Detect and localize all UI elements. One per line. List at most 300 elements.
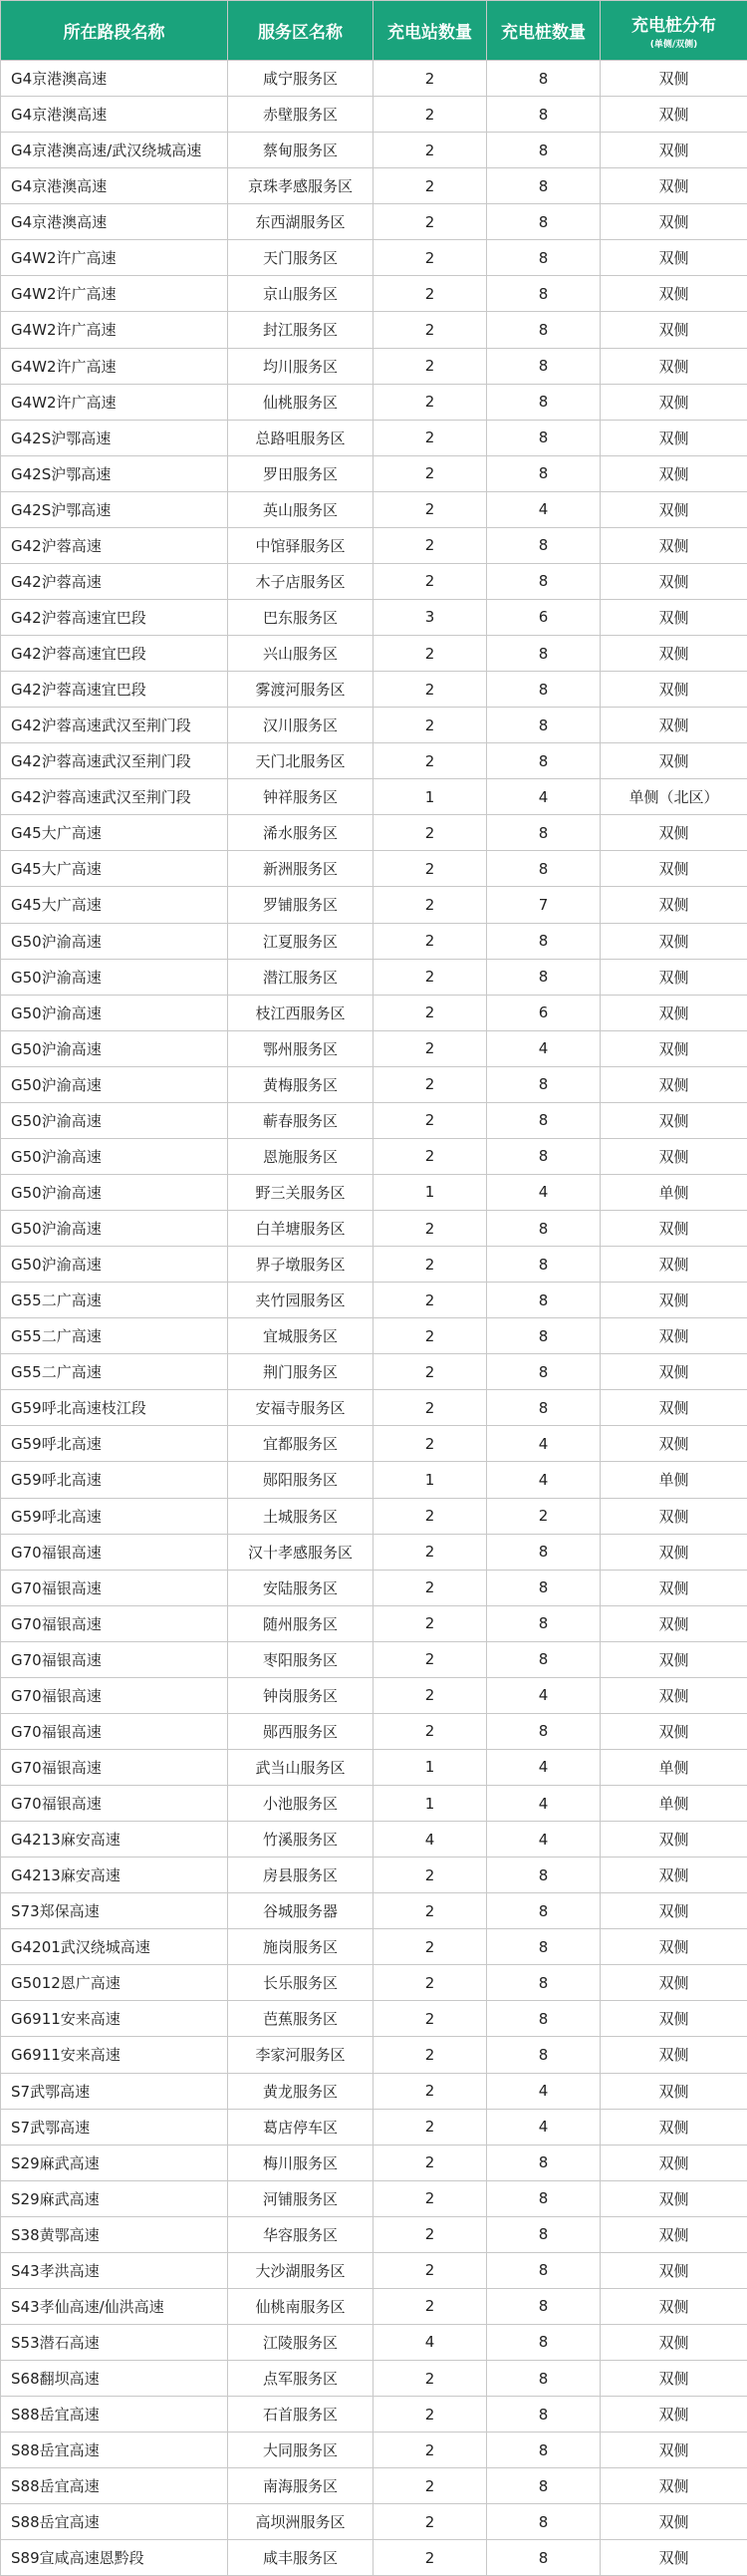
road-cell: G42S沪鄂高速 (1, 455, 228, 491)
table-row (1, 527, 747, 563)
piles-cell: 6 (487, 599, 601, 635)
table-row (1, 1858, 747, 1893)
service-area-cell: 汉十孝感服务区 (228, 1534, 374, 1570)
road-cell: G5012恩广高速 (1, 1965, 228, 2001)
stations-cell: 2 (374, 1858, 487, 1893)
piles-cell: 8 (487, 2324, 601, 2360)
piles-cell: 4 (487, 2109, 601, 2145)
road-cell: G50沪渝高速 (1, 959, 228, 995)
service-area-cell: 郧阳服务区 (228, 1462, 374, 1498)
table-row (1, 2504, 747, 2540)
road-cell: S7武鄂高速 (1, 2109, 228, 2145)
distribution-cell: 双侧 (601, 2037, 747, 2073)
road-cell: G55二广高速 (1, 1318, 228, 1354)
road-cell: G59呼北高速 (1, 1462, 228, 1498)
road-cell: G50沪渝高速 (1, 1138, 228, 1174)
piles-cell: 8 (487, 276, 601, 312)
stations-cell: 2 (374, 1354, 487, 1390)
service-area-cell: 赤壁服务区 (228, 97, 374, 133)
distribution-cell: 双侧 (601, 2288, 747, 2324)
stations-cell: 2 (374, 2216, 487, 2252)
table-row (1, 1066, 747, 1102)
stations-cell: 2 (374, 1138, 487, 1174)
table-row (1, 2073, 747, 2109)
piles-cell: 8 (487, 2216, 601, 2252)
table-row (1, 455, 747, 491)
stations-cell: 1 (374, 1174, 487, 1210)
service-area-cell: 江陵服务区 (228, 2324, 374, 2360)
piles-cell: 8 (487, 1929, 601, 1965)
road-cell: G4213麻安高速 (1, 1822, 228, 1858)
distribution-cell: 单侧 (601, 1174, 747, 1210)
piles-cell: 4 (487, 779, 601, 815)
service-area-cell: 河铺服务区 (228, 2180, 374, 2216)
road-cell: G42S沪鄂高速 (1, 420, 228, 455)
service-area-cell: 谷城服务器 (228, 1893, 374, 1929)
table-row (1, 2324, 747, 2360)
piles-cell: 8 (487, 2252, 601, 2288)
service-area-cell: 南海服务区 (228, 2468, 374, 2504)
stations-cell: 2 (374, 2180, 487, 2216)
service-area-cell: 点军服务区 (228, 2361, 374, 2397)
stations-cell: 2 (374, 2073, 487, 2109)
road-cell: G50沪渝高速 (1, 995, 228, 1030)
piles-cell: 8 (487, 1318, 601, 1354)
piles-cell: 8 (487, 1641, 601, 1677)
distribution-cell: 双侧 (601, 527, 747, 563)
piles-cell: 8 (487, 2288, 601, 2324)
piles-cell: 6 (487, 995, 601, 1030)
distribution-cell: 双侧 (601, 2468, 747, 2504)
service-area-cell: 浠水服务区 (228, 815, 374, 851)
service-area-cell: 木子店服务区 (228, 563, 374, 599)
service-area-cell: 江夏服务区 (228, 923, 374, 959)
service-area-cell: 总路咀服务区 (228, 420, 374, 455)
service-area-cell: 均川服务区 (228, 348, 374, 384)
distribution-cell: 双侧 (601, 1570, 747, 1605)
road-cell: G70福银高速 (1, 1749, 228, 1785)
road-cell: G4W2许广高速 (1, 276, 228, 312)
table-row (1, 2216, 747, 2252)
table-row (1, 1354, 747, 1390)
table-row (1, 2540, 747, 2576)
piles-cell: 8 (487, 1534, 601, 1570)
service-area-cell: 潜江服务区 (228, 959, 374, 995)
road-cell: G50沪渝高速 (1, 1030, 228, 1066)
piles-cell: 8 (487, 1354, 601, 1390)
table-row (1, 1318, 747, 1354)
road-cell: G50沪渝高速 (1, 1102, 228, 1138)
piles-cell: 8 (487, 1211, 601, 1247)
service-area-cell: 仙桃服务区 (228, 384, 374, 420)
table-row (1, 708, 747, 743)
service-area-cell: 雾渡河服务区 (228, 672, 374, 708)
service-area-cell: 封江服务区 (228, 312, 374, 348)
distribution-cell: 双侧 (601, 168, 747, 204)
table-row (1, 995, 747, 1030)
table-row (1, 2288, 747, 2324)
road-cell: G50沪渝高速 (1, 1211, 228, 1247)
road-cell: G42沪蓉高速武汉至荆门段 (1, 779, 228, 815)
road-cell: G70福银高速 (1, 1786, 228, 1822)
road-cell: G55二广高速 (1, 1354, 228, 1390)
stations-cell: 2 (374, 1929, 487, 1965)
stations-cell: 2 (374, 708, 487, 743)
service-area-cell: 京珠孝感服务区 (228, 168, 374, 204)
table-row (1, 168, 747, 204)
service-area-cell: 界子墩服务区 (228, 1247, 374, 1283)
table-row (1, 923, 747, 959)
table-row (1, 2252, 747, 2288)
road-cell: G50沪渝高速 (1, 1066, 228, 1102)
stations-cell: 2 (374, 959, 487, 995)
table-row (1, 348, 747, 384)
service-area-cell: 京山服务区 (228, 276, 374, 312)
road-cell: S7武鄂高速 (1, 2073, 228, 2109)
table-row (1, 61, 747, 97)
service-area-cell: 天门北服务区 (228, 743, 374, 779)
stations-cell: 4 (374, 1822, 487, 1858)
road-cell: G6911安来高速 (1, 2037, 228, 2073)
header-service-area: 服务区名称 (228, 1, 374, 61)
piles-cell: 4 (487, 1030, 601, 1066)
service-area-cell: 新洲服务区 (228, 851, 374, 887)
service-area-cell: 葛店停车区 (228, 2109, 374, 2145)
distribution-cell: 双侧 (601, 2145, 747, 2180)
stations-cell: 4 (374, 2324, 487, 2360)
service-area-cell: 芭蕉服务区 (228, 2001, 374, 2037)
table-row (1, 779, 747, 815)
service-area-cell: 英山服务区 (228, 491, 374, 527)
piles-cell: 4 (487, 1822, 601, 1858)
service-area-cell: 宜城服务区 (228, 1318, 374, 1354)
distribution-cell: 双侧 (601, 923, 747, 959)
road-cell: G42沪蓉高速武汉至荆门段 (1, 708, 228, 743)
table-row (1, 599, 747, 635)
service-area-cell: 天门服务区 (228, 240, 374, 276)
header-distribution-label: 充电桩分布 (631, 16, 716, 36)
stations-cell: 2 (374, 636, 487, 672)
piles-cell: 8 (487, 563, 601, 599)
header-stations: 充电站数量 (374, 1, 487, 61)
distribution-cell: 双侧 (601, 204, 747, 240)
distribution-cell: 双侧 (601, 959, 747, 995)
piles-cell: 4 (487, 491, 601, 527)
stations-cell: 2 (374, 2468, 487, 2504)
road-cell: S89宣咸高速恩黔段 (1, 2540, 228, 2576)
table-row (1, 1786, 747, 1822)
stations-cell: 2 (374, 348, 487, 384)
road-cell: G70福银高速 (1, 1570, 228, 1605)
table-row (1, 2037, 747, 2073)
distribution-cell: 双侧 (601, 97, 747, 133)
stations-cell: 2 (374, 204, 487, 240)
road-cell: G42沪蓉高速宜巴段 (1, 672, 228, 708)
road-cell: G4213麻安高速 (1, 1858, 228, 1893)
piles-cell: 8 (487, 168, 601, 204)
road-cell: G55二广高速 (1, 1283, 228, 1318)
service-area-cell: 东西湖服务区 (228, 204, 374, 240)
road-cell: G42沪蓉高速宜巴段 (1, 599, 228, 635)
road-cell: G4W2许广高速 (1, 348, 228, 384)
piles-cell: 8 (487, 2361, 601, 2397)
stations-cell: 1 (374, 1786, 487, 1822)
table-row (1, 1211, 747, 1247)
road-cell: G59呼北高速枝江段 (1, 1390, 228, 1426)
distribution-cell: 双侧 (601, 1390, 747, 1426)
service-area-cell: 白羊塘服务区 (228, 1211, 374, 1247)
service-area-cell: 石首服务区 (228, 2397, 374, 2433)
road-cell: G4W2许广高速 (1, 384, 228, 420)
road-cell: S43孝仙高速/仙洪高速 (1, 2288, 228, 2324)
piles-cell: 8 (487, 312, 601, 348)
service-area-cell: 咸宁服务区 (228, 61, 374, 97)
piles-cell: 8 (487, 1283, 601, 1318)
table-row (1, 1929, 747, 1965)
service-area-cell: 竹溪服务区 (228, 1822, 374, 1858)
road-cell: S88岳宜高速 (1, 2504, 228, 2540)
distribution-cell: 双侧 (601, 1211, 747, 1247)
piles-cell: 4 (487, 1462, 601, 1498)
stations-cell: 1 (374, 1749, 487, 1785)
road-cell: G50沪渝高速 (1, 1174, 228, 1210)
table-row (1, 240, 747, 276)
distribution-cell: 双侧 (601, 1354, 747, 1390)
service-area-cell: 鄂州服务区 (228, 1030, 374, 1066)
piles-cell: 8 (487, 133, 601, 168)
stations-cell: 2 (374, 491, 487, 527)
table-row (1, 312, 747, 348)
distribution-cell: 双侧 (601, 1426, 747, 1462)
stations-cell: 2 (374, 563, 487, 599)
piles-cell: 8 (487, 455, 601, 491)
distribution-cell: 双侧 (601, 851, 747, 887)
table-row (1, 2361, 747, 2397)
stations-cell: 2 (374, 1570, 487, 1605)
road-cell: S29麻武高速 (1, 2180, 228, 2216)
table-row (1, 1102, 747, 1138)
distribution-cell: 双侧 (601, 2433, 747, 2468)
piles-cell: 8 (487, 851, 601, 887)
distribution-cell: 双侧 (601, 1066, 747, 1102)
table-row (1, 2433, 747, 2468)
distribution-cell: 双侧 (601, 1138, 747, 1174)
road-cell: S68翻坝高速 (1, 2361, 228, 2397)
road-cell: S73郑保高速 (1, 1893, 228, 1929)
stations-cell: 2 (374, 97, 487, 133)
road-cell: G4201武汉绕城高速 (1, 1929, 228, 1965)
distribution-cell: 双侧 (601, 743, 747, 779)
road-cell: G4京港澳高速 (1, 61, 228, 97)
stations-cell: 2 (374, 815, 487, 851)
service-area-cell: 房县服务区 (228, 1858, 374, 1893)
service-area-cell: 中馆驿服务区 (228, 527, 374, 563)
road-cell: S88岳宜高速 (1, 2397, 228, 2433)
table-row (1, 133, 747, 168)
road-cell: G4京港澳高速 (1, 204, 228, 240)
service-area-cell: 荆门服务区 (228, 1354, 374, 1390)
road-cell: G4京港澳高速 (1, 168, 228, 204)
table-row (1, 959, 747, 995)
piles-cell: 8 (487, 240, 601, 276)
distribution-cell: 双侧 (601, 2324, 747, 2360)
table-row (1, 1534, 747, 1570)
distribution-cell: 双侧 (601, 2540, 747, 2576)
stations-cell: 2 (374, 2433, 487, 2468)
service-area-cell: 小池服务区 (228, 1786, 374, 1822)
service-area-cell: 武当山服务区 (228, 1749, 374, 1785)
piles-cell: 8 (487, 1713, 601, 1749)
table-row (1, 563, 747, 599)
distribution-cell: 双侧 (601, 1102, 747, 1138)
distribution-cell: 双侧 (601, 2397, 747, 2433)
road-cell: G50沪渝高速 (1, 923, 228, 959)
service-area-cell: 咸丰服务区 (228, 2540, 374, 2576)
service-area-cell: 随州服务区 (228, 1605, 374, 1641)
distribution-cell: 单侧 (601, 1462, 747, 1498)
distribution-cell: 单侧（北区） (601, 779, 747, 815)
table-row (1, 743, 747, 779)
service-area-cell: 汉川服务区 (228, 708, 374, 743)
piles-cell: 8 (487, 2433, 601, 2468)
service-area-cell: 钟岗服务区 (228, 1677, 374, 1713)
road-cell: G4京港澳高速 (1, 97, 228, 133)
service-area-cell: 安福寺服务区 (228, 1390, 374, 1426)
distribution-cell: 双侧 (601, 1283, 747, 1318)
stations-cell: 2 (374, 923, 487, 959)
road-cell: G50沪渝高速 (1, 1247, 228, 1283)
road-cell: G70福银高速 (1, 1605, 228, 1641)
service-area-cell: 巴东服务区 (228, 599, 374, 635)
distribution-cell: 双侧 (601, 2504, 747, 2540)
piles-cell: 8 (487, 204, 601, 240)
stations-cell: 3 (374, 599, 487, 635)
table-row (1, 1605, 747, 1641)
distribution-cell: 双侧 (601, 240, 747, 276)
distribution-cell: 双侧 (601, 1534, 747, 1570)
road-cell: G70福银高速 (1, 1534, 228, 1570)
table-row (1, 384, 747, 420)
piles-cell: 4 (487, 2073, 601, 2109)
piles-cell: 4 (487, 1426, 601, 1462)
service-area-cell: 恩施服务区 (228, 1138, 374, 1174)
distribution-cell: 双侧 (601, 563, 747, 599)
piles-cell: 8 (487, 1893, 601, 1929)
distribution-cell: 双侧 (601, 2252, 747, 2288)
stations-cell: 2 (374, 2001, 487, 2037)
piles-cell: 2 (487, 1498, 601, 1534)
stations-cell: 2 (374, 133, 487, 168)
service-area-cell: 黄龙服务区 (228, 2073, 374, 2109)
road-cell: G70福银高速 (1, 1677, 228, 1713)
piles-cell: 8 (487, 97, 601, 133)
table-row (1, 887, 747, 923)
stations-cell: 2 (374, 1426, 487, 1462)
distribution-cell: 双侧 (601, 2109, 747, 2145)
distribution-cell: 双侧 (601, 1641, 747, 1677)
stations-cell: 2 (374, 1390, 487, 1426)
stations-cell: 1 (374, 779, 487, 815)
piles-cell: 8 (487, 959, 601, 995)
stations-cell: 2 (374, 1677, 487, 1713)
road-cell: G42S沪鄂高速 (1, 491, 228, 527)
distribution-cell: 双侧 (601, 491, 747, 527)
piles-cell: 8 (487, 2145, 601, 2180)
service-area-cell: 野三关服务区 (228, 1174, 374, 1210)
distribution-cell: 双侧 (601, 2001, 747, 2037)
piles-cell: 8 (487, 1390, 601, 1426)
piles-cell: 8 (487, 1247, 601, 1283)
table-row (1, 1390, 747, 1426)
stations-cell: 2 (374, 2145, 487, 2180)
distribution-cell: 双侧 (601, 2180, 747, 2216)
table-row (1, 1462, 747, 1498)
road-cell: G45大广高速 (1, 887, 228, 923)
distribution-cell: 单侧 (601, 1786, 747, 1822)
piles-cell: 8 (487, 2540, 601, 2576)
road-cell: G45大广高速 (1, 851, 228, 887)
distribution-cell: 双侧 (601, 312, 747, 348)
table-row (1, 1426, 747, 1462)
service-area-cell: 罗田服务区 (228, 455, 374, 491)
stations-cell: 2 (374, 2397, 487, 2433)
table-row (1, 1677, 747, 1713)
table-row (1, 1893, 747, 1929)
table-row (1, 2001, 747, 2037)
table-row (1, 1247, 747, 1283)
distribution-cell: 双侧 (601, 1318, 747, 1354)
service-area-cell: 钟祥服务区 (228, 779, 374, 815)
table-row (1, 2468, 747, 2504)
road-cell: G42沪蓉高速 (1, 527, 228, 563)
stations-cell: 2 (374, 384, 487, 420)
distribution-cell: 双侧 (601, 1858, 747, 1893)
table-row (1, 2109, 747, 2145)
service-area-cell: 大同服务区 (228, 2433, 374, 2468)
table-row (1, 1174, 747, 1210)
distribution-cell: 双侧 (601, 1822, 747, 1858)
stations-cell: 2 (374, 276, 487, 312)
piles-cell: 8 (487, 527, 601, 563)
distribution-cell: 双侧 (601, 1713, 747, 1749)
table-header-row (1, 1, 747, 61)
table-row (1, 672, 747, 708)
distribution-cell: 双侧 (601, 1965, 747, 2001)
service-area-cell: 蕲春服务区 (228, 1102, 374, 1138)
stations-cell: 2 (374, 2504, 487, 2540)
distribution-cell: 双侧 (601, 1030, 747, 1066)
distribution-cell: 双侧 (601, 348, 747, 384)
service-area-cell: 华容服务区 (228, 2216, 374, 2252)
table-row (1, 636, 747, 672)
header-distribution (601, 1, 747, 61)
stations-cell: 1 (374, 1462, 487, 1498)
service-area-cell: 蔡甸服务区 (228, 133, 374, 168)
road-cell: G42沪蓉高速 (1, 563, 228, 599)
stations-cell: 2 (374, 1534, 487, 1570)
stations-cell: 2 (374, 1893, 487, 1929)
stations-cell: 2 (374, 61, 487, 97)
service-area-cell: 夹竹园服务区 (228, 1283, 374, 1318)
piles-cell: 8 (487, 2001, 601, 2037)
road-cell: S88岳宜高速 (1, 2468, 228, 2504)
distribution-cell: 双侧 (601, 887, 747, 923)
piles-cell: 8 (487, 1570, 601, 1605)
piles-cell: 8 (487, 384, 601, 420)
distribution-cell: 双侧 (601, 2216, 747, 2252)
piles-cell: 8 (487, 61, 601, 97)
piles-cell: 8 (487, 672, 601, 708)
